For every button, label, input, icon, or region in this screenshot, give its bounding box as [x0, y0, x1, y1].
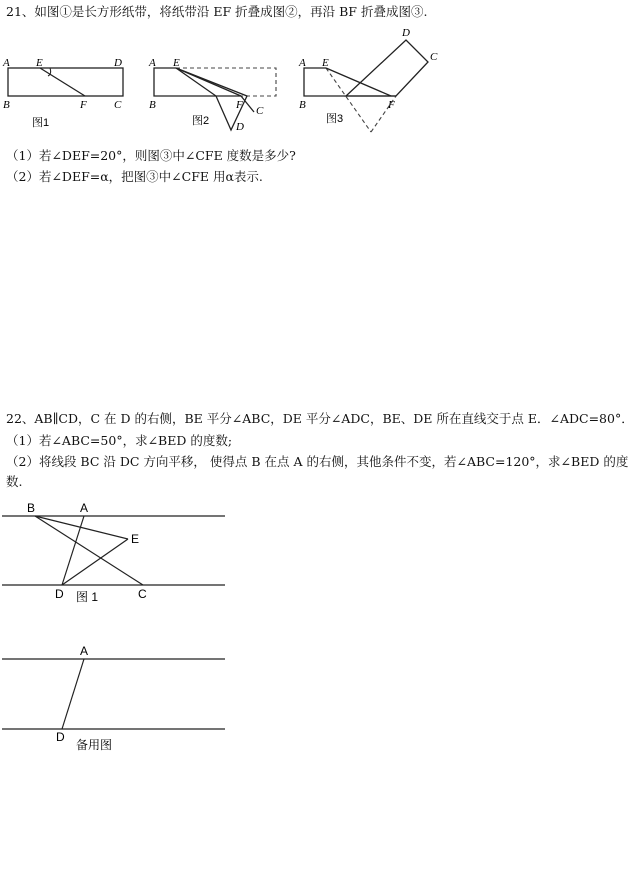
folded-strip — [346, 40, 428, 96]
q21-part1: （1）若∠DEF=20°，则图③中∠CFE 度数是多少? — [6, 148, 296, 163]
label-a: A — [149, 57, 156, 69]
label-f: F — [236, 99, 243, 111]
label-c: C — [114, 99, 122, 111]
label-d: D — [402, 27, 410, 39]
label-e: E — [322, 57, 329, 69]
fold-line-ef — [40, 68, 85, 96]
label-d: D — [55, 587, 64, 601]
q21-part2: （2）若∠DEF=α，把图③中∠CFE 用α表示. — [6, 169, 263, 184]
label-c: C — [256, 105, 264, 117]
q21-title: 21、如图①是长方形纸带，将纸带沿 EF 折叠成图②，再沿 BF 折叠成图③. — [6, 4, 428, 19]
q22-title: 22、AB∥CD，C 在 D 的右侧，BE 平分∠ABC，DE 平分∠ADC，BE、DE 所在直线交于点 E．∠ADC=80°． — [6, 411, 634, 426]
label-d: D — [56, 730, 65, 744]
label-d: D — [114, 57, 122, 69]
q22-part2-cont: 数. — [6, 474, 23, 489]
label-a: A — [3, 57, 10, 69]
caption: 图1 — [32, 117, 50, 129]
label-d: D — [236, 121, 244, 133]
segment-be — [35, 516, 128, 539]
caption: 图 1 — [76, 590, 99, 604]
segment-ad — [62, 659, 84, 729]
fold-line-ef — [176, 68, 241, 96]
q21-figure-2 — [146, 50, 286, 140]
label-a: A — [299, 57, 306, 69]
caption: 图2 — [192, 115, 210, 127]
q22-figure-2 — [0, 643, 230, 753]
segment-de — [62, 539, 128, 585]
label-b: B — [299, 99, 306, 111]
caption: 备用图 — [76, 738, 113, 752]
q22-figure-1 — [0, 500, 230, 610]
q21-figure-3 — [296, 22, 446, 142]
label-b: B — [149, 99, 156, 111]
label-b: B — [27, 501, 36, 515]
q21-figure-1 — [0, 50, 140, 130]
strip-dashed — [176, 68, 276, 96]
label-e: E — [131, 532, 140, 546]
strip-solid — [154, 68, 241, 96]
strip-solid — [304, 68, 346, 96]
label-c: C — [430, 51, 438, 63]
segment-ad — [62, 516, 84, 585]
caption: 图3 — [326, 113, 344, 125]
q22-part2: （2）将线段 BC 沿 DC 方向平移， 使得点 B 在点 A 的右侧，其他条件不变，若∠ABC=120°，求∠BED 的度 — [6, 454, 629, 469]
label-a: A — [80, 644, 89, 658]
label-a: A — [80, 501, 89, 515]
q22-part1: （1）若∠ABC=50°，求∠BED 的度数; — [6, 433, 233, 448]
label-b: B — [3, 99, 10, 111]
segment-bc — [35, 516, 143, 585]
label-f: F — [80, 99, 87, 111]
label-c: C — [138, 587, 147, 601]
label-e: E — [173, 57, 180, 69]
label-e: E — [36, 57, 43, 69]
label-f: F — [388, 99, 395, 111]
paper-strip — [8, 68, 123, 96]
